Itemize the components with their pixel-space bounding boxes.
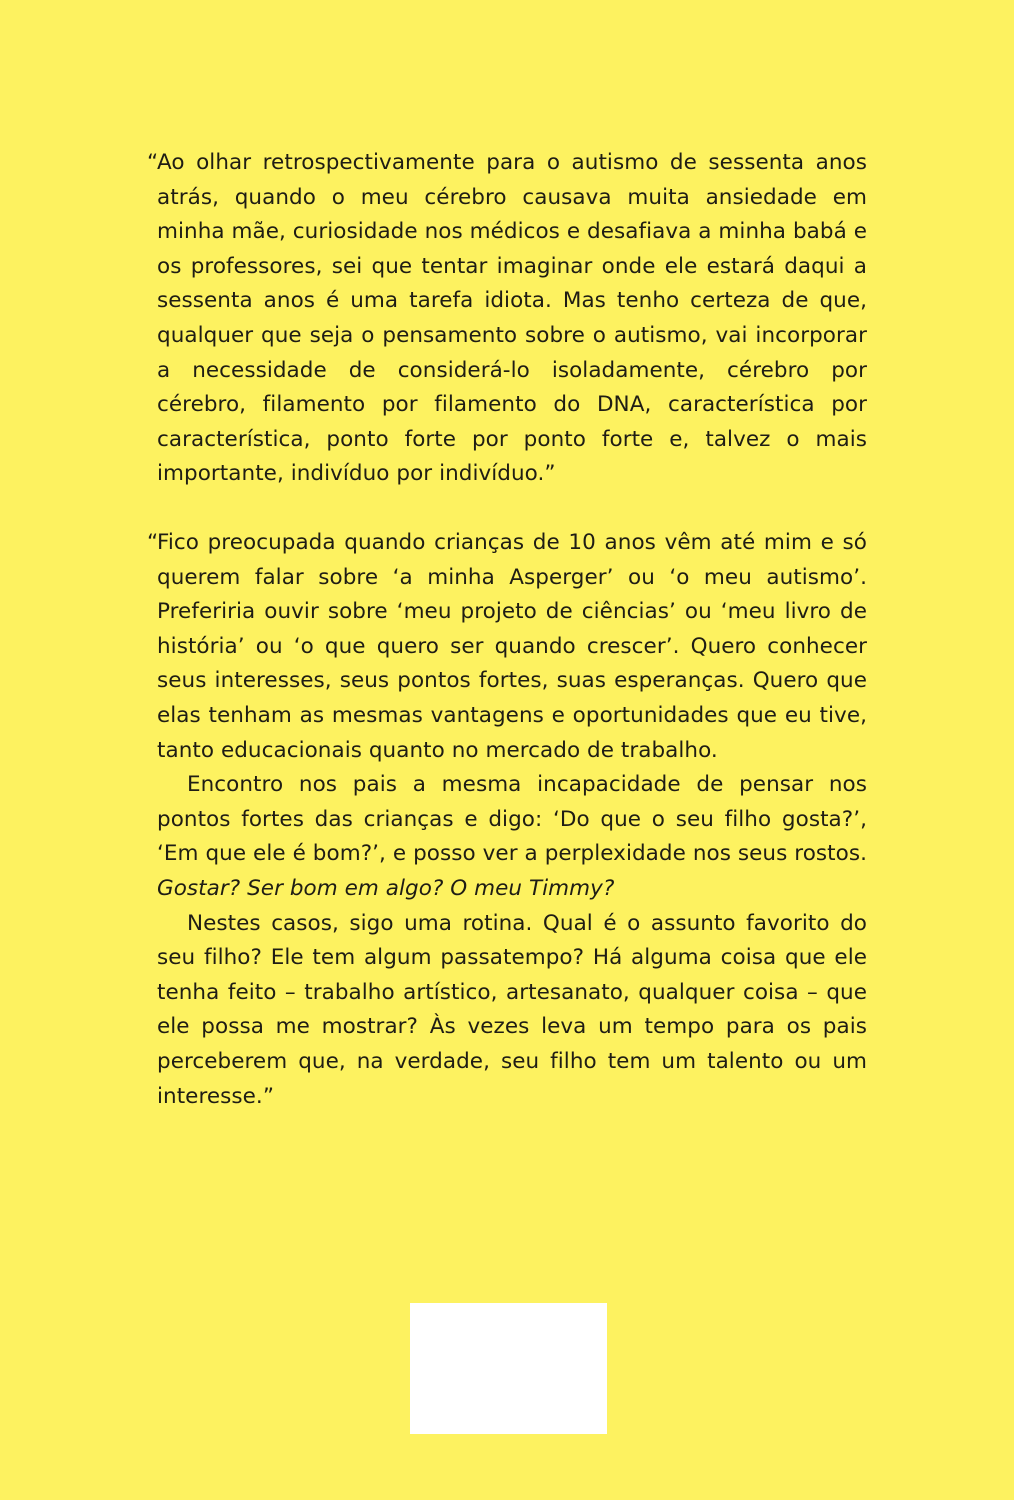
quote-2-paragraph-2-text: Encontro nos pais a mesma incapacidade de pensar nos pontos fortes das crianças e digo: ‘Do que o seu filho gosta?’, ‘Em que ele é bom?’, e posso ver a perplexidade nos seus rostos. [157, 772, 867, 867]
opening-quote-mark: “ [147, 530, 159, 555]
quote-block-2 [147, 526, 867, 1114]
quote-2-paragraph-2 [157, 768, 867, 906]
quote-1-text: Ao olhar retrospectivamente para o autismo de sessenta anos atrás, quando o meu cérebro causava muita ansiedade em minha mãe, curiosidade nos médicos e desafiava a minha babá e os professores, sei que tentar imaginar onde ele estará daqui a sessenta anos é uma tarefa idiota. Mas tenho certeza de que, qualquer que seja o pensamento sobre o autismo, vai incorporar a necessidade de considerá-lo isoladamente, cérebro por cérebro, filamento por filamento do DNA, característica por característica, ponto forte por ponto forte e, talvez o mais importante, indivíduo por indivíduo.” [157, 150, 867, 487]
barcode-area [410, 1303, 607, 1434]
opening-quote-mark: “ [147, 150, 159, 175]
quote-1-paragraph [147, 146, 867, 492]
quote-2-paragraph-3 [157, 907, 867, 1115]
quote-block-1 [147, 146, 867, 492]
quote-2-paragraph-1-text: Fico preocupada quando crianças de 10 anos vêm até mim e só querem falar sobre ‘a minha Asperger’ ou ‘o meu autismo’. Preferiria ouvir sobre ‘meu projeto de ciências’ ou ‘meu livro de história’ ou ‘o que quero ser quando crescer’. Quero conhecer seus interesses, seus pontos fortes, suas esperanças. Quero que elas tenham as mesmas vantagens e oportunidades que eu tive, tanto educacionais quanto no mercado de trabalho. [157, 530, 867, 763]
quote-2-paragraph-1 [147, 526, 867, 768]
quote-2-paragraph-2-italic: Gostar? Ser bom em algo? O meu Timmy? [157, 875, 615, 901]
quote-2-paragraph-3-text: Nestes casos, sigo uma rotina. Qual é o assunto favorito do seu filho? Ele tem algum passatempo? Há alguma coisa que ele tenha feito – trabalho artístico, artesanato, qualquer coisa – que ele possa me mostrar? Às vezes leva um tempo para os pais perceberem que, na verdade, seu filho tem um talento ou um interesse.” [157, 910, 867, 1109]
